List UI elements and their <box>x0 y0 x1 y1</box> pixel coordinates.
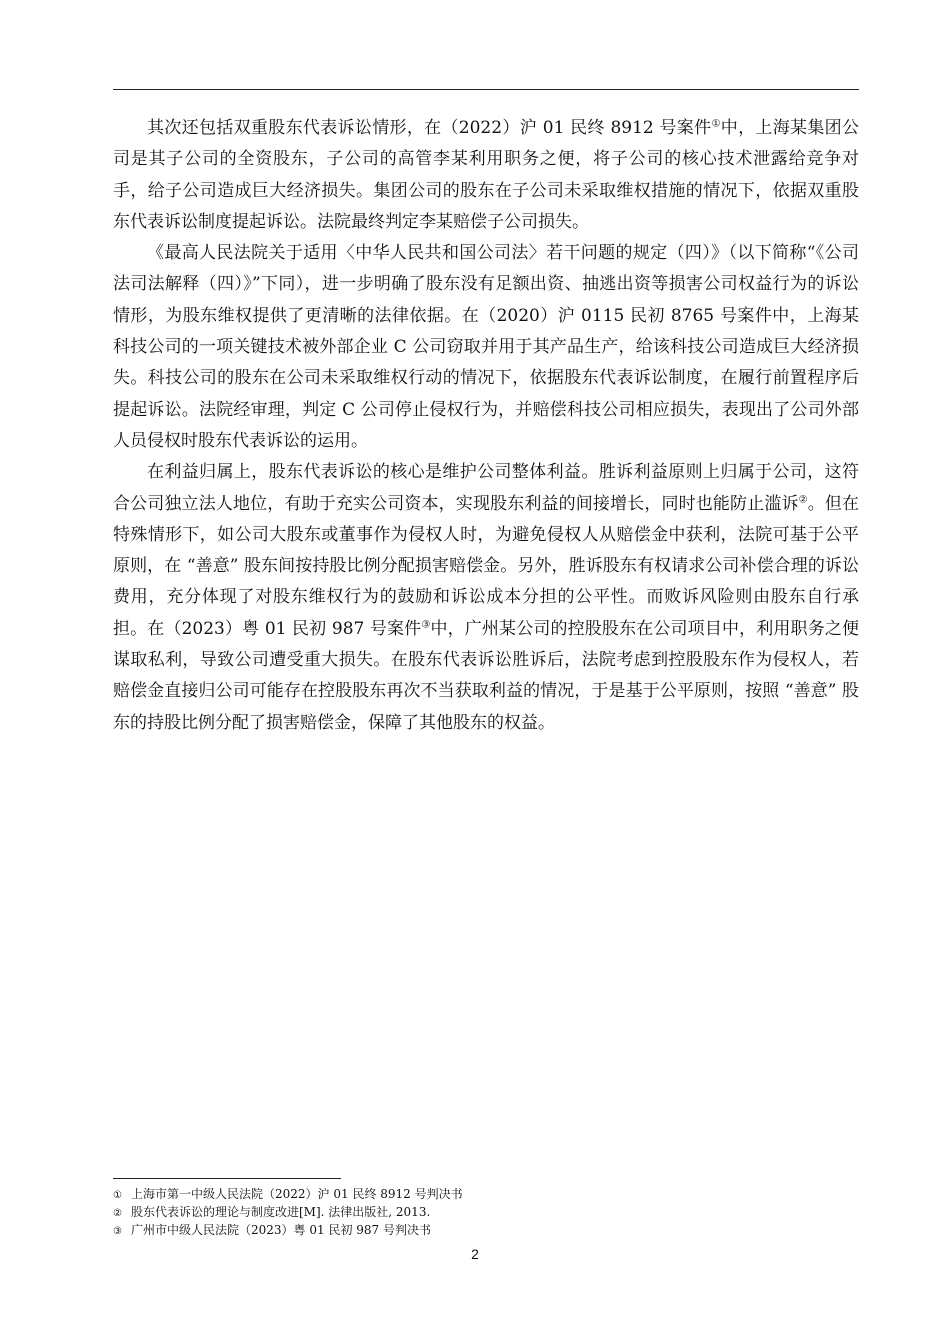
footnote <box>113 1204 859 1222</box>
footnote-number: ② <box>113 1208 122 1219</box>
footnote <box>113 1222 859 1240</box>
footnote-text: 广州市中级人民法院（2023）粤 01 民初 987 号判决书 <box>131 1223 431 1237</box>
paragraph-interest-attribution <box>113 457 859 739</box>
footnote-text: 上海市第一中级人民法院（2022）沪 01 民终 8912 号判决书 <box>131 1187 463 1201</box>
paragraph-judicial-interpretation <box>113 238 859 457</box>
footnote-marker: ③ <box>421 619 431 631</box>
footnote <box>113 1186 859 1204</box>
footnote-number: ① <box>113 1190 122 1201</box>
page-number: 2 <box>471 1246 479 1262</box>
footnote-separator <box>113 1178 341 1179</box>
paragraph-text: 在利益归属上，股东代表诉讼的核心是维护公司整体利益。胜诉利益原则上归属于公司，这符合公司独立法人地位，有助于充实公司资本，实现股东利益的间接增长，同时也能防止滥诉 <box>113 462 859 514</box>
body-text <box>113 113 859 739</box>
paragraph-text: 其次还包括双重股东代表诉讼情形，在（2022）沪 01 民终 8912 号案件 <box>147 118 712 138</box>
paragraph-double-derivative-suit <box>113 113 859 238</box>
footnote-text: 股东代表诉讼的理论与制度改进[M]. 法律出版社, 2013. <box>131 1205 431 1219</box>
paragraph-text: 中，广州某公司的控股股东在公司项目中，利用职务之便谋取私利，导致公司遭受重大损失。在股东代表诉讼胜诉后，法院考虑到控股股东作为侵权人，若赔偿金直接归公司可能存在控股股东再次不当获取利益的情况，于是基于公平原则，按照 “善意” 股东的持股比例分配了损害赔偿金，保障了其他股东的权益。 <box>113 618 860 733</box>
footnote-marker: ① <box>711 118 721 130</box>
header-rule <box>113 89 859 90</box>
paragraph-text: 。但在特殊情形下，如公司大股东或董事作为侵权人时，为避免侵权人从赔偿金中获利，法院可基于公平原则，在 “善意” 股东间按持股比例分配损害赔偿金。另外，胜诉股东有权请求公司补偿合理的诉讼费用，充分体现了对股东维权行为的鼓励和诉讼成本分担的公平性。而败诉风险则由股东自行承担。在（2023）粤 01 民初 987 号案件 <box>113 493 860 639</box>
paragraph-text: 《最高人民法院关于适用〈中华人民共和国公司法〉若干问题的规定（四）》（以下简称“《公司法司法解释（四）》”下同），进一步明确了股东没有足额出资、抽逃出资等损害公司权益行为的诉讼情形，为股东维权提供了更清晰的法律依据。在（2020）沪 0115 民初 8765 号案件中，上海某科技公司的一项关键技术被外部企业 C 公司窃取并用于其产品生产，给该科技公司造成巨大经济损失。科技公司的股东在公司未采取维权行动的情况下，依据股东代表诉讼制度，在履行前置程序后提起诉讼。法院经审理，判定 C 公司停止侵权行为，并赔偿科技公司相应损失，表现出了公司外部人员侵权时股东代表诉讼的运用。 <box>113 243 859 451</box>
paragraph-text: 中，上海某集团公司是其子公司的全资股东，子公司的高管李某利用职务之便，将子公司的核心技术泄露给竞争对手，给子公司造成巨大经济损失。集团公司的股东在子公司未采取维权措施的情况下，依据双重股东代表诉讼制度提起诉讼。法院最终判定李某赔偿子公司损失。 <box>113 118 860 232</box>
footnotes <box>113 1186 859 1240</box>
footnote-marker: ② <box>798 493 808 505</box>
footnote-number: ③ <box>113 1226 122 1237</box>
